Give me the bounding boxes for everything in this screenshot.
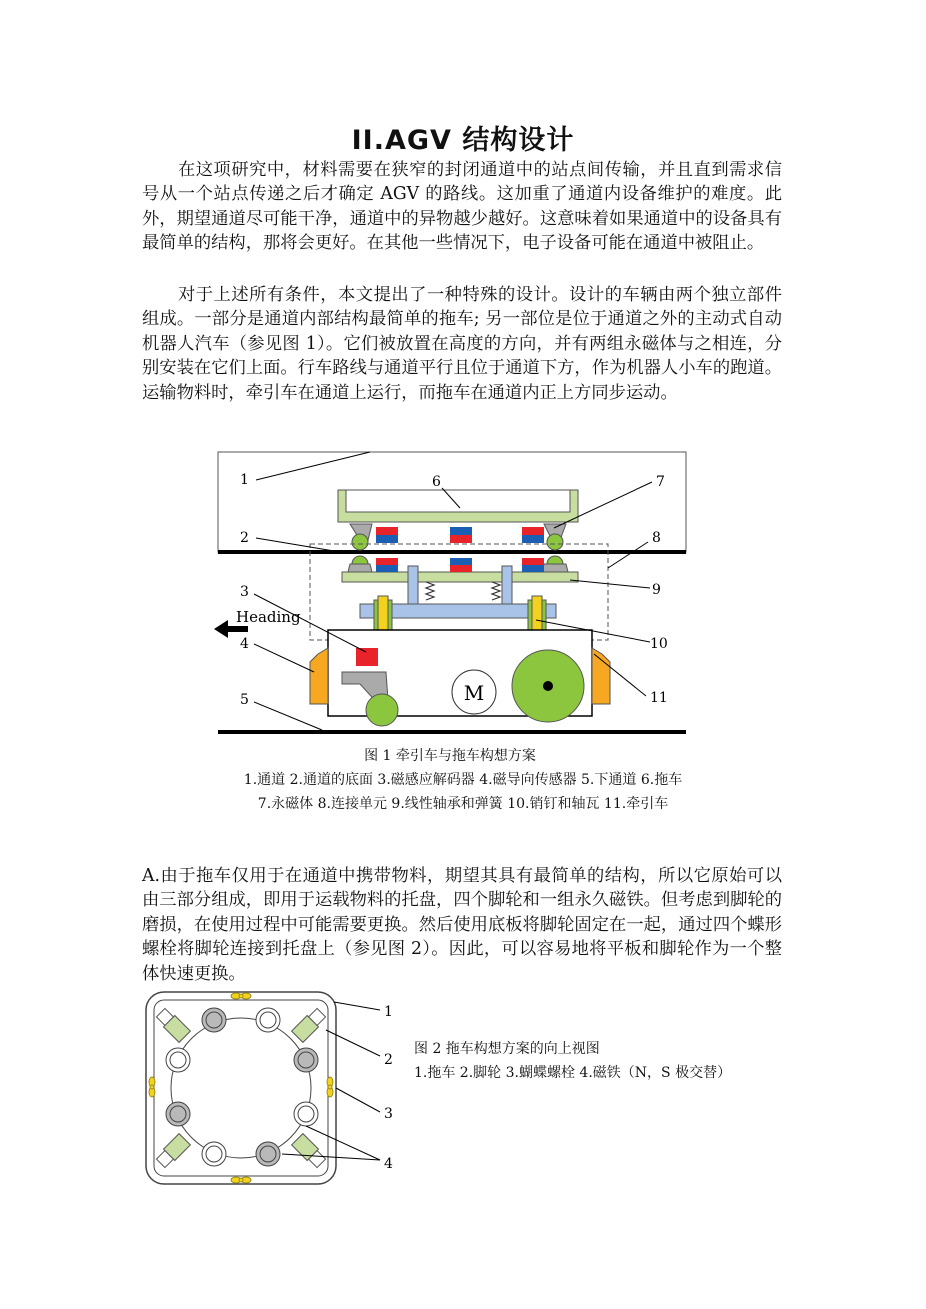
upper-magnet-1 <box>376 527 398 535</box>
magnetic-guide-sensor-left <box>310 648 328 704</box>
paragraph-3: A.由于拖车仅用于在通道中携带物料，期望其具有最简单的结构，所以它原始可以由三部分组成，即用于运载物料的托盘，四个脚轮和一组永久磁铁。但考虑到脚轮的磨损，在使用过程中可能需要更换。然后使用底板将脚轮固定在一起，通过四个蝶形螺栓将脚轮连接到托盘上（参见图 2）。因此，可以容易地将平板和脚轮作为一个整体快速更换。 <box>142 866 782 984</box>
upper-magnet-2 <box>450 527 472 535</box>
callout-4: 4 <box>240 636 249 652</box>
spring-left <box>426 582 434 600</box>
callout-6: 6 <box>432 474 441 490</box>
fig2-callout-2: 2 <box>384 1052 393 1068</box>
heading-label: Heading <box>236 608 301 626</box>
motor-label: M <box>463 681 485 705</box>
paragraph-1: 在这项研究中，材料需要在狭窄的封闭通道中的站点间传输，并且直到需求信号从一个站点传递之后才确定 AGV 的路线。这加重了通道内设备维护的难度。此外，期望通道尽可能干净，通道中的异物越少越好。这意味着如果通道中的设备具有最简单的结构，那将会更好。在其他一些情况下，电子设备可能在通道中被阻止。 <box>142 160 782 254</box>
callout-5: 5 <box>240 692 249 708</box>
lower-magnet-1 <box>376 558 398 565</box>
figure-2-legend: 1.拖车 2.脚轮 3.蝴蝶螺栓 4.磁铁（N，S 极交替） <box>414 1065 732 1081</box>
lower-magnet-2 <box>450 558 472 565</box>
callout-3: 3 <box>240 584 249 600</box>
fig2-callout-3: 3 <box>384 1106 393 1122</box>
lower-plate <box>342 572 578 582</box>
magnetic-guide-sensor-right <box>592 648 610 704</box>
figure-1-caption: 图 1 牵引车与拖车构想方案 <box>364 748 536 764</box>
magnetic-decoder <box>356 648 378 666</box>
callout-1: 1 <box>240 472 249 488</box>
upper-magnet-3 <box>522 527 544 535</box>
figure-1-legend-line-1: 1.通道 2.通道的底面 3.磁感应解码器 4.磁导向传感器 5.下通道 6.拖车 <box>243 772 683 788</box>
callout-2: 2 <box>240 530 249 546</box>
linear-bearing-left <box>408 566 418 604</box>
callout-11: 11 <box>650 690 668 706</box>
figure-2-diagram <box>140 988 402 1190</box>
paragraph-2: 对于上述所有条件，本文提出了一种特殊的设计。设计的车辆由两个独立部件组成。一部分是通道内部结构最简单的拖车; 另一部位是位于通道之外的主动式自动机器人汽车（参见图 1）。它们被放置在高度的方向，并有两组永磁体与之相连，分别安装在它们上面。行车路线与通道平行且位于通道下方，作为机器人小车的跑道。运输物料时，牵引车在通道上运行，而拖车在通道内正上方同步运动。 <box>142 285 782 403</box>
butterfly-bolt <box>231 1177 251 1183</box>
lower-magnet-3 <box>522 558 544 565</box>
callout-10: 10 <box>650 636 668 652</box>
caster <box>155 1134 190 1169</box>
butterfly-bolt <box>231 993 251 999</box>
spring-right <box>492 582 500 600</box>
figure-1-legend-line-2: 7.永磁体 8.连接单元 9.线性轴承和弹簧 10.销钉和轴瓦 11.牵引车 <box>257 796 669 812</box>
callout-7: 7 <box>656 474 665 490</box>
caster <box>292 1134 327 1169</box>
fig2-callout-4: 4 <box>384 1156 393 1172</box>
caster <box>292 1007 327 1042</box>
figure-1-diagram <box>210 448 700 740</box>
callout-9: 9 <box>652 582 661 598</box>
butterfly-bolt <box>327 1077 333 1097</box>
figure-2-caption: 图 2 拖车构想方案的向上视图 <box>414 1041 600 1057</box>
butterfly-bolt <box>149 1077 155 1097</box>
fig2-callout-1: 1 <box>384 1004 393 1020</box>
linear-bearing-right <box>502 566 512 604</box>
callout-8: 8 <box>652 530 661 546</box>
caster <box>155 1007 190 1042</box>
section-title: II.AGV 结构设计 <box>351 125 575 156</box>
